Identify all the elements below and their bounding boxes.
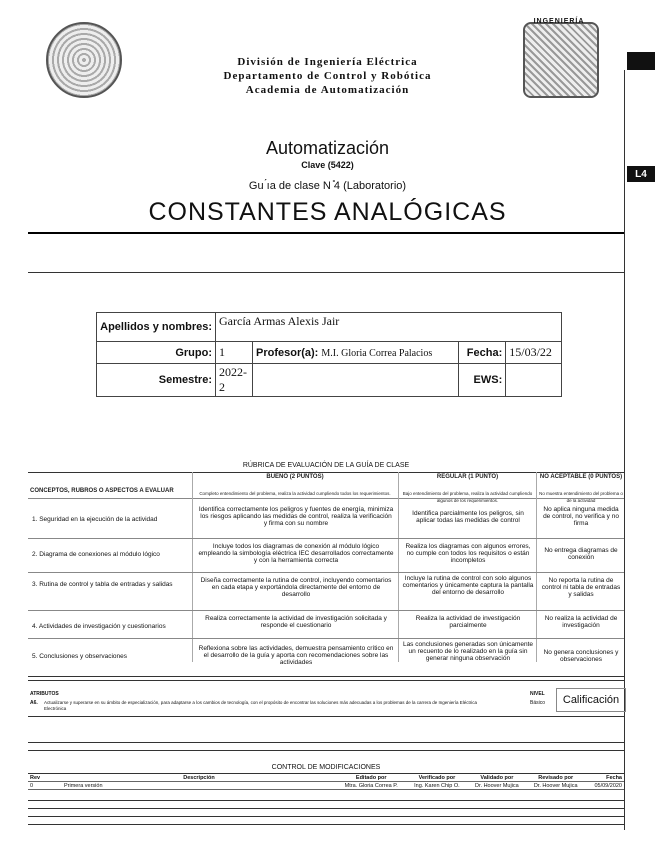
col-good: BUENO (2 PUNTOS) (266, 474, 324, 480)
ctrl-header: Revisado por (526, 774, 585, 782)
ctrl-cell: 05/09/2020 (585, 782, 624, 790)
rule (28, 750, 624, 751)
professor-field: M.I. Gloria Correa Palacios (321, 347, 433, 359)
attribute-text: Actualizarse y superarse en su ámbito de especialización, para adaptarse a los cambios de tecnología, con el propósito de encontrar las soluciones más adecuadas a los problemas de la carrera de Ingeniería Eléctrica Electrónica (44, 700, 477, 711)
na-cell: No aplica ninguna medida de control, no verifica y no firma (543, 506, 619, 527)
rubric-row-5 (28, 638, 624, 673)
unam-seal (46, 22, 122, 98)
rubric-bottom-rule-2 (28, 680, 624, 681)
rubric-header-rule (28, 498, 624, 499)
regular-desc: Bajo entendimiento del problema, realiza la actividad cumpliendo algunos de los requerimientos. (402, 491, 533, 503)
group-label: Grupo: (97, 342, 216, 364)
division-name: División de Ingeniería Eléctrica (237, 56, 418, 68)
right-rule (624, 70, 625, 830)
subject-code: Clave (5422) (301, 160, 354, 170)
regular-cell: Realiza la actividad de investigación parcialmente (415, 615, 521, 629)
rule (28, 272, 624, 273)
regular-cell: Las conclusiones generadas son únicamente un recuento de lo realizado en la guía sin generar ninguna observación (402, 641, 534, 662)
ctrl-cell: Mtra. Gloria Correa P. (336, 782, 406, 790)
control-title: CONTROL DE MODIFICACIONES (271, 764, 381, 771)
ctrl-header: Rev (28, 774, 62, 782)
rubric-top-rule (28, 472, 624, 473)
rule (28, 742, 624, 743)
regular-cell: Incluye la rutina de control con solo algunos comentarios y únicamente captura la pantalla del entorno de desarrollo (402, 575, 534, 596)
semester-field[interactable]: 2022-2 (216, 364, 253, 397)
ews-field[interactable] (506, 364, 562, 397)
rule (28, 716, 624, 717)
good-cell: Incluye todos los diagramas de conexión al módulo lógico empleando la simbología eléctrica IEC desarrollados correctamente y con la herramienta correcta (198, 543, 394, 564)
subject-name: Automatización (265, 138, 390, 158)
criterion: 5. Conclusiones y observaciones (32, 653, 128, 660)
rule (28, 800, 624, 801)
name-label: Apellidos y nombres: (97, 313, 216, 342)
regular-cell: Realiza los diagramas con algunos errores, no cumple con todos los requisitos o están incompletos (405, 543, 531, 564)
rubric-bottom-rule (28, 676, 624, 677)
guide-number: Gu ́ıa de clase N ̊4 (Laboratorio) (248, 180, 407, 192)
ctrl-header: Descripción (62, 774, 336, 782)
ctrl-header: Verificado por (406, 774, 467, 782)
rubric-title: RÚBRICA DE EVALUACIÓN DE LA GUÍA DE CLASE (242, 462, 410, 469)
rubric-row-1 (28, 504, 624, 534)
na-cell: No genera conclusiones y observaciones (543, 649, 619, 663)
good-cell: Realiza correctamente la actividad de investigación solicitada y responde el cuestionario (205, 615, 387, 629)
professor-label: Profesor(a): (256, 346, 319, 359)
good-cell: Reflexiona sobre las actividades, demuestra pensamiento crítico en el desarrollo de la guía y aporta con recomendaciones sobre las actividades (198, 645, 394, 666)
ctrl-header: Validado por (467, 774, 526, 782)
ctrl-cell: Dr. Hoover Mujica (467, 782, 526, 790)
academy-name: Academia de Automatización (245, 84, 410, 96)
seal-text: INGENIERÍA (533, 18, 585, 25)
semester-label: Semestre: (97, 364, 216, 397)
rubric-row-2 (28, 538, 624, 569)
rule (28, 808, 624, 809)
grade-box[interactable]: Calificación (556, 688, 626, 712)
criterion: 3. Rutina de control y tabla de entradas y salidas (32, 581, 173, 588)
na-cell: No entrega diagramas de conexión (544, 547, 618, 561)
fi-seal (523, 22, 599, 98)
control-table (28, 774, 624, 790)
criterion: 2. Diagrama de conexiones al módulo lógico (32, 551, 160, 558)
rule (28, 816, 624, 817)
student-info-table (96, 312, 562, 397)
page-title: CONSTANTES ANALÓGICAS (148, 198, 507, 226)
criterion: 1. Seguridad en la ejecución de la actividad (32, 516, 158, 523)
na-cell: No realiza la actividad de investigación (544, 615, 618, 629)
col-not-acceptable: NO ACEPTABLE (0 PUNTOS) (539, 474, 623, 480)
col-criteria: CONCEPTOS, RUBROS O ASPECTOS A EVALUAR (30, 488, 174, 494)
ctrl-header: Fecha (585, 774, 624, 782)
date-label: Fecha: (458, 342, 506, 364)
ctrl-cell: Dr. Hoover Mujica (526, 782, 585, 790)
blank-cell (253, 364, 459, 397)
regular-cell: Identifica parcialmente los peligros, sin aplicar todas las medidas de control (412, 510, 524, 524)
na-cell: No reporta la rutina de control ni tabla de entradas y salidas (541, 577, 621, 598)
group-field[interactable]: 1 (216, 342, 253, 364)
rubric-row-4 (28, 610, 624, 637)
ctrl-header: Editado por (336, 774, 406, 782)
side-tab-l4: L4 (627, 166, 655, 182)
good-desc: Completo entendimiento del problema, realiza la actividad cumpliendo todos los requerimientos. (199, 491, 391, 496)
side-tab-top (627, 52, 655, 70)
rule (28, 824, 624, 825)
ews-label: EWS: (458, 364, 506, 397)
level-value: Básico (530, 700, 546, 706)
title-rule (28, 232, 624, 234)
good-cell: Identifica correctamente los peligros y fuentes de energía, minimiza los riesgos aplicando las medidas de control, realiza la verificación y firma con su nombre (198, 506, 394, 527)
header-block (180, 55, 475, 97)
rubric-row-3 (28, 572, 624, 607)
criterion: 4. Actividades de investigación y cuestionarios (32, 623, 166, 630)
name-field[interactable]: García Armas Alexis Jair (216, 313, 562, 342)
ctrl-cell: 0 (28, 782, 62, 790)
ctrl-cell: Ing. Karen Chip O. (406, 782, 467, 790)
date-field[interactable]: 15/03/22 (506, 342, 562, 364)
na-desc: No muestra entendimiento del problema o de la actividad (539, 491, 623, 503)
attributes-label: ATRIBUTOS (30, 691, 59, 697)
good-cell: Diseña correctamente la rutina de control, incluyendo comentarios en cada etapa y exportándola directamente del entorno de desarrollo (200, 577, 392, 598)
department-name: Departamento de Control y Robótica (223, 70, 432, 82)
professor-cell[interactable] (253, 342, 459, 364)
ctrl-cell: Primera versión (62, 782, 336, 790)
col-regular: REGULAR (1 PUNTO) (436, 474, 499, 480)
level-label: NIVEL (530, 691, 545, 697)
attribute-code: A6. (30, 700, 38, 706)
